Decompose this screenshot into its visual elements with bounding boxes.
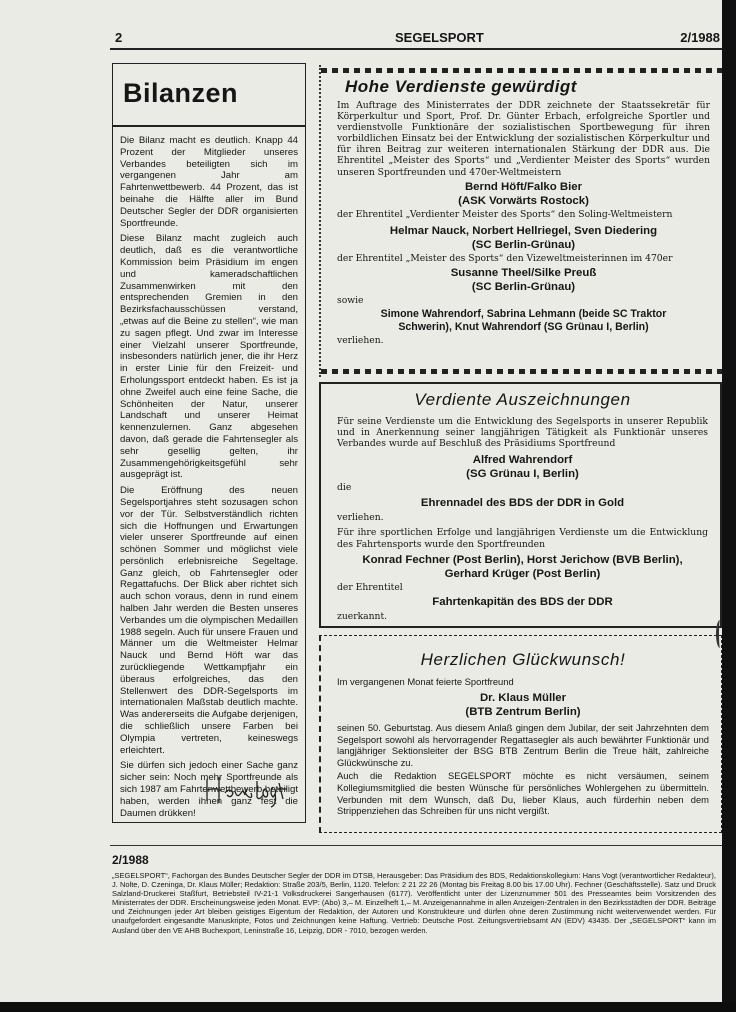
awards-text: sowie [337, 294, 364, 306]
magazine-title: SEGELSPORT [395, 30, 484, 45]
editorial-paragraph: Die Eröffnung des neuen Segelsportjahres steht sozusagen schon vor der Tür. Selbstverständlich richten sich die Hoffnungen und Erwartungen vieler unserer Sportfreunde auf einen schönen Sommer und möglichst viele persönlich erlebnisreiche Segeltage. Ganz gleich, ob Fahrtensegler oder Regattafuchs. Der Blick aber richtet sich auch schon voraus, denn in rund einem halben Jahr werden die Besten unseres Verbandes um die olympischen Medaillen 1988 segeln. Auch für unsere Frauen und Männer um die Weltmeister Helmar Nauck und Bernd Höft war das zurückliegende Wettkampfjahr ein überaus erfolgreiches, das den Stellenwert des DDR-Segelsports im internationalen Maßstab deutlich machte. Was andererseits die Aufgabe derjenigen, die schließlich unsere Farben bei Olympia vertreten, keineswegs erleichtert. [120, 485, 298, 756]
editorial-box [112, 63, 306, 823]
editorial-paragraph: Sie dürfen sich jedoch einer Sache ganz sicher sein: Noch mehr Sportfreunde als sich 1987 am Fahrtenwettbewerb beteiligt haben, werden ihnen ganz fest die Daumen drükken! [120, 760, 298, 819]
awardee-club: (SC Berlin-Grünau) [471, 238, 576, 251]
honoree-name: Konrad Fechner (Post Berlin), Horst Jerichow (BVB Berlin), [362, 553, 683, 566]
honoree-name: Alfred Wahrendorf [472, 454, 573, 467]
birthday-intro: Im vergangenen Monat feierte Sportfreund [337, 676, 514, 687]
awardee-names: Bernd Höft/Falko Bier [464, 180, 583, 193]
editorial-paragraph: Die Bilanz macht es deutlich. Knapp 44 Prozent der Mitglieder unseres Verbandes beteiligten sich im vergangenen Jahr am Fahrtenwettbewerb. 44 Prozent, das ist beinahe die Hälfte aller im Bund Deutscher Segler der DDR organisierten Sportfreunde. [120, 135, 298, 229]
issue-number: 2/1988 [680, 30, 720, 45]
scan-border-right [722, 0, 736, 1012]
honors-title: Verdiente Auszeichnungen [414, 390, 631, 409]
awards-intro: Im Auftrage des Ministerrates der DDR zeichnete der Staatssekretär für Körperkultur und Sport, Prof. Dr. Günter Erbach, erfolgreiche Sportler und verdienstvolle Funktionäre der sozialistischen Sportbewegung für ihren vorbildlichen Einsatz bei der Entwicklung der sozialistischen Körperkultur und für ihren Beitrag zur weiteren internationalen Stärkung der DDR aus. Die Ehrentitel „Meister des Sports“ und „Verdienter Meister des Sports“ wurden unseren Sportfreunden und 470er-Weltmeistern [337, 100, 710, 178]
awardee-names: Helmar Nauck, Norbert Hellriegel, Sven Diedering [389, 224, 658, 237]
awardee-club: (SC Berlin-Grünau) [471, 280, 576, 293]
signature-graphic [203, 771, 293, 809]
awardee-names: Schwerin), Knut Wahrendorf (SG Grünau I, Berlin) [398, 320, 649, 333]
birthday-box [319, 635, 722, 833]
birthday-club: (BTB Zentrum Berlin) [465, 705, 581, 718]
awards-box [319, 65, 722, 377]
footer-rule [110, 845, 722, 846]
honors-box [319, 382, 722, 628]
impressum-text: „SEGELSPORT“, Fachorgan des Bundes Deutscher Segler der DDR im DTSB, Herausgeber: Das Präsidium des BDS, Redaktionskollegium: Hans Vogt (verantwortlicher Redakteur), J. Nolte, D. Czeninga, Dr. Klaus Müller; Redaktion: Straße 203/5, Berlin, 1120. Telefon: 2 21 22 26 (Montag bis Freitag 8.00 bis 17.00 Uhr). Fechner (Geschäftsstelle). Satz und Druck Salzland-Druckerei Staßfurt, Betriebsteil IV-21-1 Volksdruckerei Sangerhausen (6177). Veröffentlicht unter der Lizenznummer 501 des Presseamtes beim Vorsitzenden des Ministerrates der DDR. Erscheinungsweise jeden Monat. EVP: (Abo) 3,– M. Einzelheft 1,– M. Anzeigenannahme in allen Anzeigen-Zentralen in den Bezirksstädten der DDR. Beiträge und Zeichnungen jeder Art bleiben geistiges Eigentum der Redaktion, der Autoren und Konstrukteure und dürfen ohne deren Zustimmung nicht weiterverwendet werden. Für unaufgefordert eingesandte Manuskripte, Fotos und Zeichnungen keine Haftung. Vertrieb: Deutsche Post. Zeitungsvertriebsamt AN (EDV) 43435. Der „SEGELSPORT“ kann im Ausland über den VE AHB Buchexport, Leninstraße 16, Leipzig, DDR - 7010, bezogen werden. [112, 871, 716, 935]
birthday-title: Herzlichen Glückwunsch! [420, 650, 626, 669]
scan-border-bottom [0, 1002, 736, 1012]
honors-text: zuerkannt. [337, 610, 388, 622]
awardee-names: Simone Wahrendorf, Sabrina Lehmann (beide SC Traktor [380, 307, 667, 320]
editorial-title: Bilanzen [123, 78, 239, 108]
editorial-paragraph: Diese Bilanz macht zugleich auch deutlich, daß es die verantwortliche Kommission beim Präsidium im engen und kameradschaftlichen Zusammenwirken mit den entsprechenden Gremien in den Bezirksfachausschüssen verstand, „etwas auf die Beine zu stellen“, wie man zu sagen pflegt. Und zwar im Interesse einer Vielzahl unserer Sportfreunde, insbesonders natürlich jener, die ihr Herz in erster Linie für den Freizeit- und Erholungssport entdeckt haben. Es ist ja ohne Zweifel auch eine feine Sache, die Schönheiten der Natur, unserer Landschaft und unserer Heimat kennenzulernen. Ganz abgesehen davon, daß gerade die Fahrtensegler als sehr gesellig gelten, ihr Zusammengehörigkeitsgefühl sehr ausgeprägt ist. [120, 233, 298, 481]
awardee-club: (ASK Vorwärts Rostock) [458, 194, 589, 207]
honoree-club: (SG Grünau I, Berlin) [466, 468, 579, 481]
birthday-text: seinen 50. Geburtstag. Aus diesem Anlaß gingen dem Jubilar, der seit Jahrzehnten dem Segelsport sowohl als hervorragender Regattasegler als auch bewährter Funktionär und langjähriger Sektionsleiter der BSG BTB Zentrum Berlin die Treue hält, zahlreiche Glückwünsche zu. [337, 721, 709, 769]
honors-text: der Ehrentitel [337, 581, 403, 593]
awards-text: der Ehrentitel „Meister des Sports“ den Vizeweltmeisterinnen im 470er [337, 252, 673, 264]
awards-text: der Ehrentitel „Verdienter Meister des Sports“ den Soling-Weltmeistern [337, 208, 673, 220]
editorial-rule [113, 125, 305, 127]
award-name: Ehrennadel des BDS der DDR in Gold [420, 497, 625, 510]
page-header [115, 30, 722, 50]
honors-intro: Für seine Verdienste um die Entwicklung des Segelsports in unserer Republik und in Anerkennung seiner langjährigen Tätigkeit als Funktionär unseres Verbandes wurde auf Beschluß des Präsidiums Sportfreund [337, 416, 708, 450]
awardee-names: Susanne Theel/Silke Preuß [450, 266, 597, 279]
awards-closing: verliehen. [337, 334, 384, 346]
honors-text: verliehen. [337, 512, 384, 524]
honors-intro: Für ihre sportlichen Erfolge und langjährigen Verdienste um die Entwicklung des Fahrtensports wurde den Sportfreunden [337, 527, 708, 550]
dashed-border-bottom [321, 369, 722, 374]
award-name: Fahrtenkapitän des BDS der DDR [432, 595, 613, 608]
page-number: 2 [115, 30, 123, 45]
birthday-person: Dr. Klaus Müller [479, 691, 567, 704]
dashed-border-top [321, 68, 722, 73]
honoree-name: Gerhard Krüger (Post Berlin) [444, 567, 601, 580]
honors-text: die [337, 482, 352, 494]
footer-issue: 2/1988 [112, 853, 149, 867]
header-rule [110, 48, 722, 50]
birthday-text: Auch die Redaktion SEGELSPORT möchte es nicht versäumen, seinem Kollegiumsmitglied die besten Wünsche für persönliches Wohlergehen zu übermitteln. Verbunden mit dem Wunsch, daß Du, lieber Klaus, auch fürderhin neben dem Strippenziehen das Schreiben für uns nicht vergißt. [337, 769, 709, 817]
awards-title: Hohe Verdienste gewürdigt [345, 77, 577, 96]
